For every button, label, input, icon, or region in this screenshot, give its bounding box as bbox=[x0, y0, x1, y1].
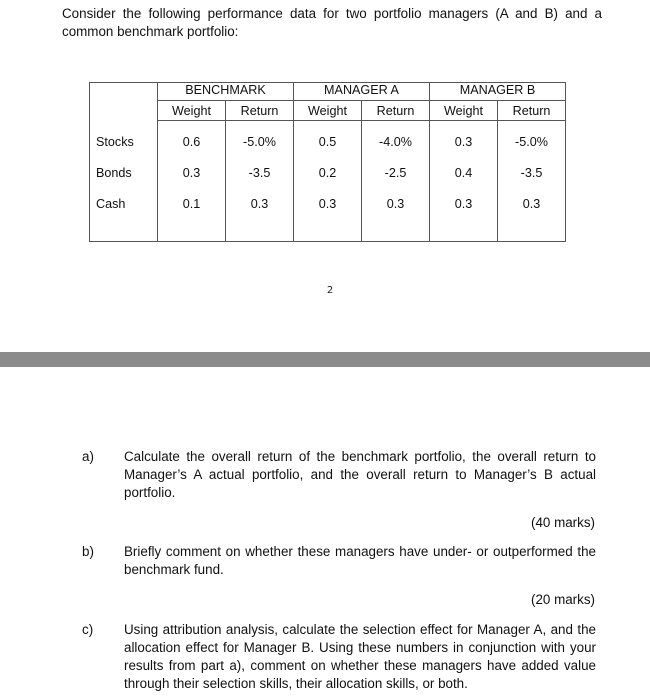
corner-cell bbox=[90, 83, 158, 121]
table-cell: 0.3 bbox=[158, 157, 226, 188]
row-label-stocks: Stocks bbox=[90, 126, 158, 157]
table-cell: -5.0% bbox=[226, 126, 294, 157]
subheader-weight: Weight bbox=[430, 101, 498, 121]
row-label-bonds: Bonds bbox=[90, 157, 158, 188]
group-header-benchmark: BENCHMARK bbox=[158, 83, 294, 101]
table-cell: 0.3 bbox=[430, 188, 498, 219]
table-cell: 0.3 bbox=[498, 188, 566, 219]
table-cell: -3.5 bbox=[498, 157, 566, 188]
question-c-letter: c) bbox=[82, 622, 94, 637]
question-a-letter: a) bbox=[82, 449, 94, 464]
question-b-letter: b) bbox=[82, 544, 94, 559]
table-bottom-row bbox=[90, 219, 566, 242]
question-c-text: Using attribution analysis, calculate the selection effect for Manager A, and the allocation effect for Manager B. Using these numbers in conjunction with your results from part a), comment on whether these managers have added value through their selection skills, their allocation skills, or both. bbox=[124, 622, 596, 691]
page-divider bbox=[0, 352, 650, 367]
table-row bbox=[90, 188, 566, 219]
question-intro: Consider the following performance data for two portfolio managers (A and B) and a common benchmark portfolio: bbox=[62, 6, 602, 39]
question-b-text: Briefly comment on whether these managers have under- or outperformed the benchmark fund. bbox=[124, 544, 596, 577]
table-cell: -3.5 bbox=[226, 157, 294, 188]
question-b-marks: (20 marks) bbox=[531, 592, 595, 607]
subheader-weight: Weight bbox=[158, 101, 226, 121]
group-header-manager-b: MANAGER B bbox=[430, 83, 566, 101]
subheader-return: Return bbox=[226, 101, 294, 121]
subheader-return: Return bbox=[362, 101, 430, 121]
table-cell: 0.6 bbox=[158, 126, 226, 157]
table-cell: 0.1 bbox=[158, 188, 226, 219]
table-cell: 0.3 bbox=[430, 126, 498, 157]
table-cell: 0.4 bbox=[430, 157, 498, 188]
table-cell: 0.3 bbox=[294, 188, 362, 219]
table-row bbox=[90, 157, 566, 188]
table-cell: -5.0% bbox=[498, 126, 566, 157]
table-subheader-row bbox=[90, 101, 566, 121]
subheader-weight: Weight bbox=[294, 101, 362, 121]
table-cell: -2.5 bbox=[362, 157, 430, 188]
question-a-marks: (40 marks) bbox=[531, 515, 595, 530]
table-cell: 0.2 bbox=[294, 157, 362, 188]
table-group-header-row bbox=[90, 83, 566, 101]
table-cell: 0.3 bbox=[226, 188, 294, 219]
page-number: 2 bbox=[326, 285, 334, 296]
table-row bbox=[90, 126, 566, 157]
row-label-cash: Cash bbox=[90, 188, 158, 219]
question-a-text: Calculate the overall return of the benchmark portfolio, the overall return to Manager’s A actual portfolio, and the overall return to Manager’s B actual portfolio. bbox=[124, 449, 596, 500]
table-cell: -4.0% bbox=[362, 126, 430, 157]
performance-table bbox=[89, 82, 566, 242]
table-cell: 0.5 bbox=[294, 126, 362, 157]
group-header-manager-a: MANAGER A bbox=[294, 83, 430, 101]
subheader-return: Return bbox=[498, 101, 566, 121]
table-cell: 0.3 bbox=[362, 188, 430, 219]
